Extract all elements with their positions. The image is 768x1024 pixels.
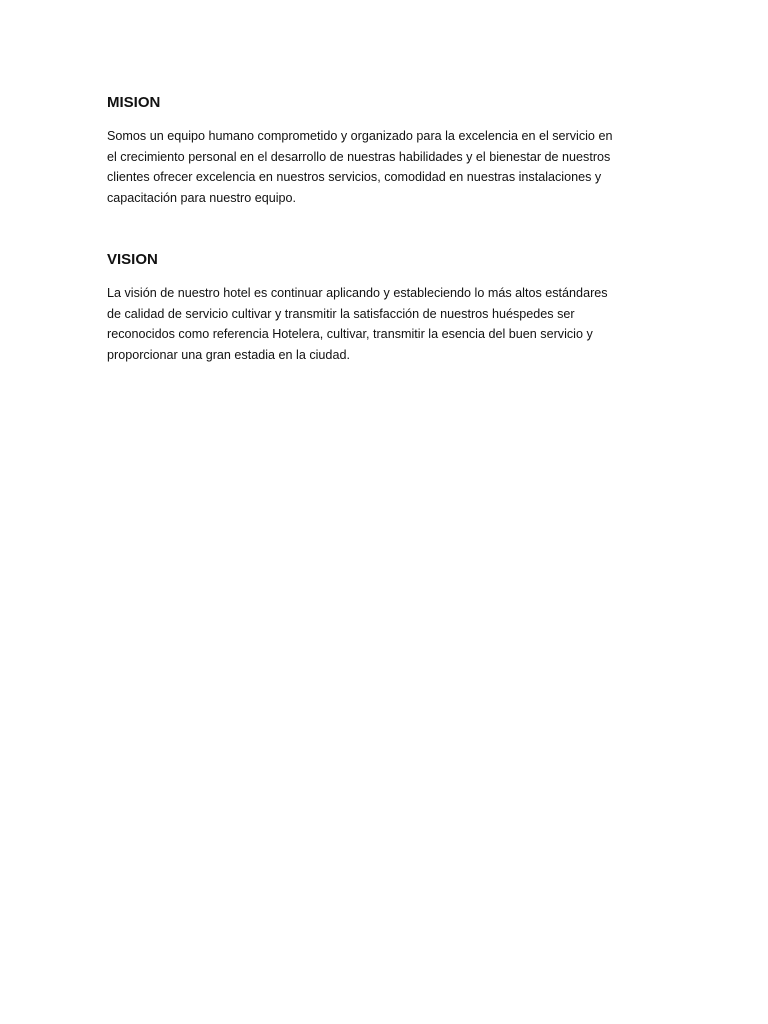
mision-section [107,93,659,208]
mision-line: capacitación para nuestro equipo. [107,190,297,205]
mision-paragraph [107,126,659,208]
vision-line: La visión de nuestro hotel es continuar aplicando y estableciendo lo más altos estándares [107,286,608,300]
mision-line: el crecimiento personal en el desarrollo de nuestras habilidades y el bienestar de nuestros [107,149,611,164]
vision-section [107,250,659,365]
mision-line: clientes ofrecer excelencia en nuestros servicios, comodidad en nuestras instalaciones y [107,170,602,184]
mision-heading: MISION [107,94,161,111]
vision-line: de calidad de servicio cultivar y transmitir la satisfacción de nuestros huéspedes ser [107,306,575,321]
mision-line: Somos un equipo humano comprometido y organizado para la excelencia en el servicio en [107,129,613,143]
vision-paragraph [107,283,659,365]
vision-line: reconocidos como referencia Hotelera, cultivar, transmitir la esencia del buen servicio y [107,327,593,341]
vision-line: proporcionar una gran estadia en la ciudad. [107,347,350,362]
vision-heading: VISION [107,251,158,268]
